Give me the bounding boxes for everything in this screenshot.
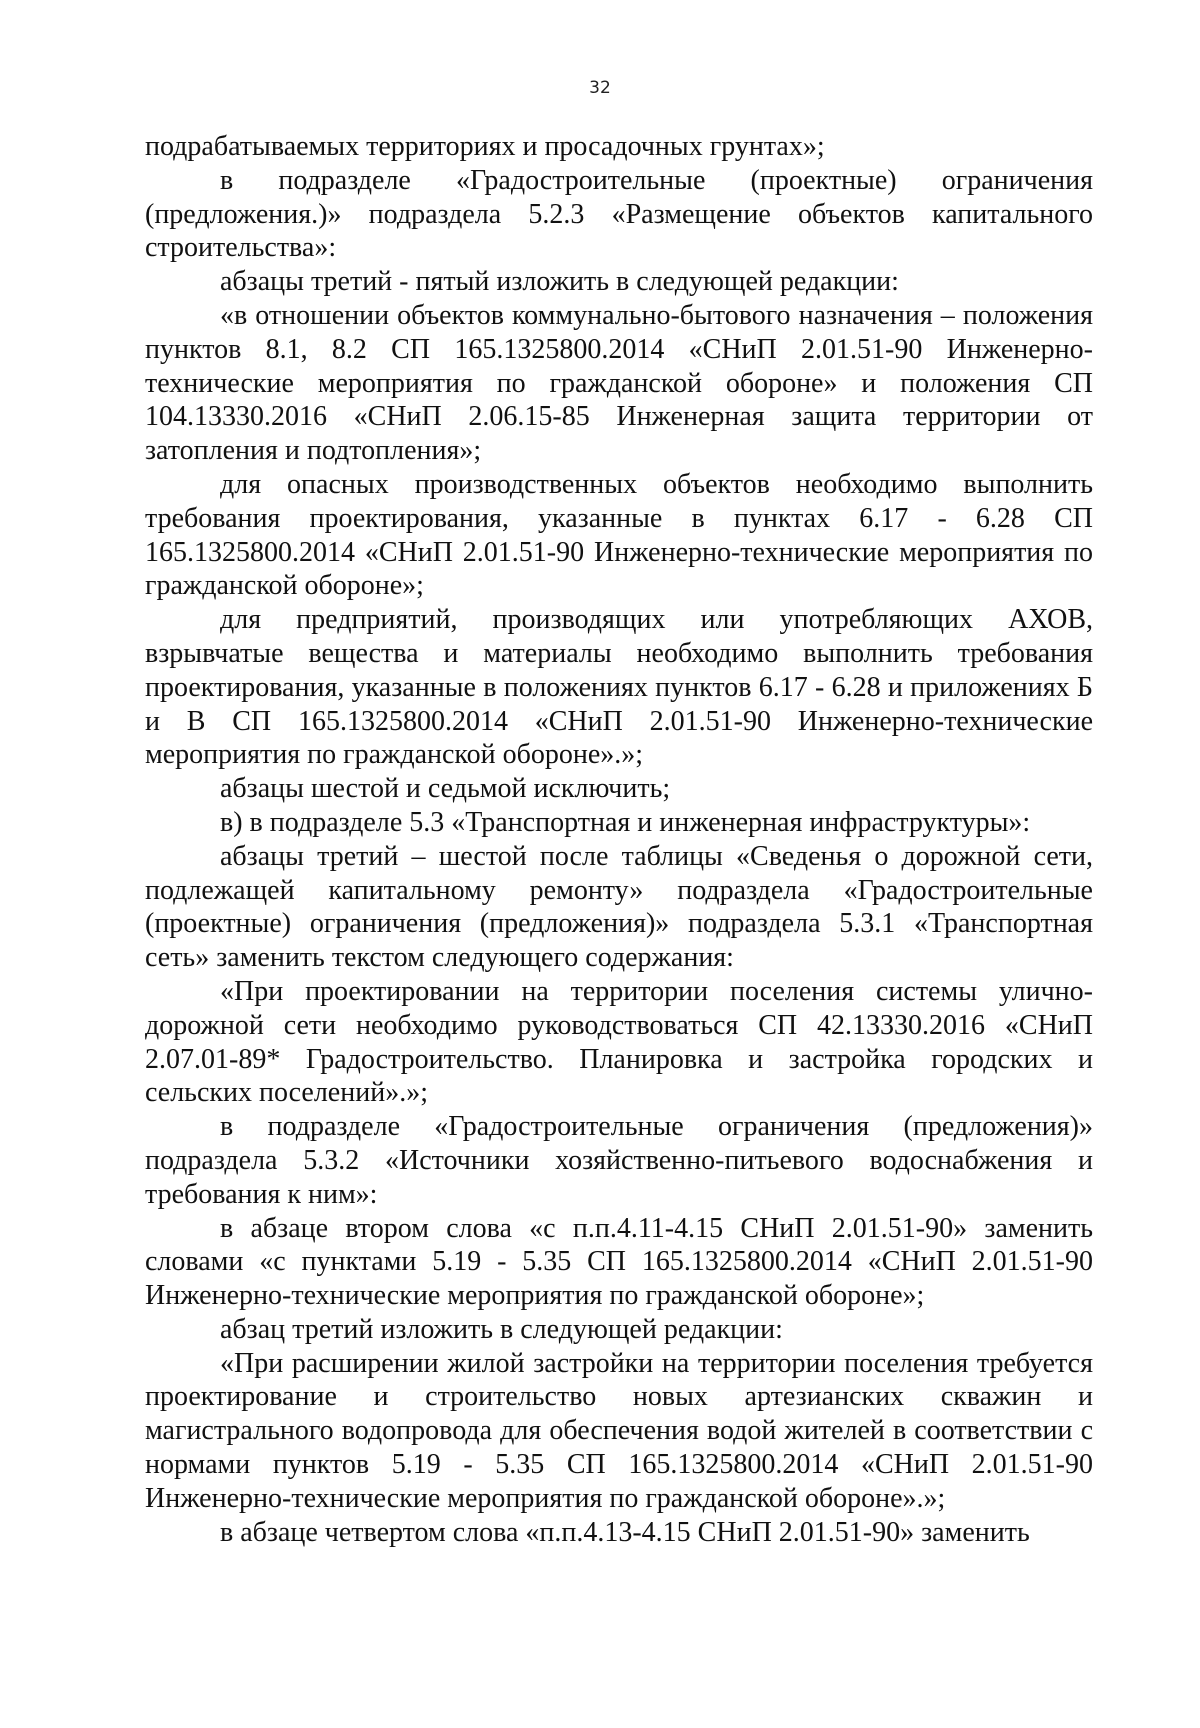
paragraph-9: абзацы третий – шестой после таблицы «Сведенья о дорожной сети, подлежащей капитальному ремонту» подраздела «Градостроительные (проектные) ограничения (предложения)» подраздела 5.3.1 «Транспортная сеть» заменить текстом следующего содержания:	[145, 840, 1093, 974]
document-body	[145, 130, 1093, 1549]
page-number: 32	[589, 78, 611, 98]
paragraph-2: в подразделе «Градостроительные (проектные) ограничения (предложения.)» подраздела 5.2.3 «Размещение объектов капитального строительства»:	[145, 164, 1093, 264]
paragraph-3: абзацы третий - пятый изложить в следующей редакции:	[220, 266, 899, 298]
paragraph-10: «При проектировании на территории поселения системы улично-дорожной сети необходимо руководствоваться СП 42.13330.2016 «СНиП 2.07.01-89* Градостроительство. Планировка и застройка городских и сельских поселений».»;	[145, 975, 1093, 1109]
paragraph-4: «в отношении объектов коммунально-бытового назначения – положения пунктов 8.1, 8.2 СП 165.1325800.2014 «СНиП 2.01.51-90 Инженерно-технические мероприятия по гражданской обороне» и положения СП 104.13330.2016 «СНиП 2.06.15-85 Инженерная защита территории от затопления и подтопления»;	[145, 299, 1093, 467]
paragraph-1: подрабатываемых территориях и просадочных грунтах»;	[145, 131, 825, 162]
paragraph-5: для опасных производственных объектов необходимо выполнить требования проектирования, указанные в пунктах 6.17 - 6.28 СП 165.1325800.2014 «СНиП 2.01.51-90 Инженерно-технические мероприятия по гражданской обороне»;	[145, 468, 1093, 602]
paragraph-7: абзацы шестой и седьмой исключить;	[220, 773, 671, 805]
paragraph-8: в) в подразделе 5.3 «Транспортная и инженерная инфраструктуры»:	[220, 806, 1031, 838]
paragraph-15: в абзаце четвертом слова «п.п.4.13-4.15 СНиП 2.01.51-90» заменить	[220, 1516, 1030, 1548]
paragraph-12: в абзаце втором слова «с п.п.4.11-4.15 СНиП 2.01.51-90» заменить словами «с пунктами 5.19 - 5.35 СП 165.1325800.2014 «СНиП 2.01.51-90 Инженерно-технические мероприятия по гражданской обороне»;	[145, 1212, 1093, 1312]
paragraph-13: абзац третий изложить в следующей редакции:	[220, 1313, 783, 1345]
paragraph-11: в подразделе «Градостроительные ограничения (предложения)» подраздела 5.3.2 «Источники хозяйственно-питьевого водоснабжения и требования к ним»:	[145, 1111, 1093, 1210]
paragraph-14: «При расширении жилой застройки на территории поселения требуется проектирование и строительство новых артезианских скважин и магистрального водопровода для обеспечения водой жителей в соответствии с нормами пунктов 5.19 - 5.35 СП 165.1325800.2014 «СНиП 2.01.51-90 Инженерно-технические мероприятия по гражданской обороне».»;	[145, 1347, 1093, 1514]
paragraph-6: для предприятий, производящих или употребляющих АХОВ, взрывчатые вещества и материалы необходимо выполнить требования проектирования, указанные в положениях пунктов 6.17 - 6.28 и приложениях Б и В СП 165.1325800.2014 «СНиП 2.01.51-90 Инженерно-технические мероприятия по гражданской обороне».»;	[145, 604, 1093, 771]
